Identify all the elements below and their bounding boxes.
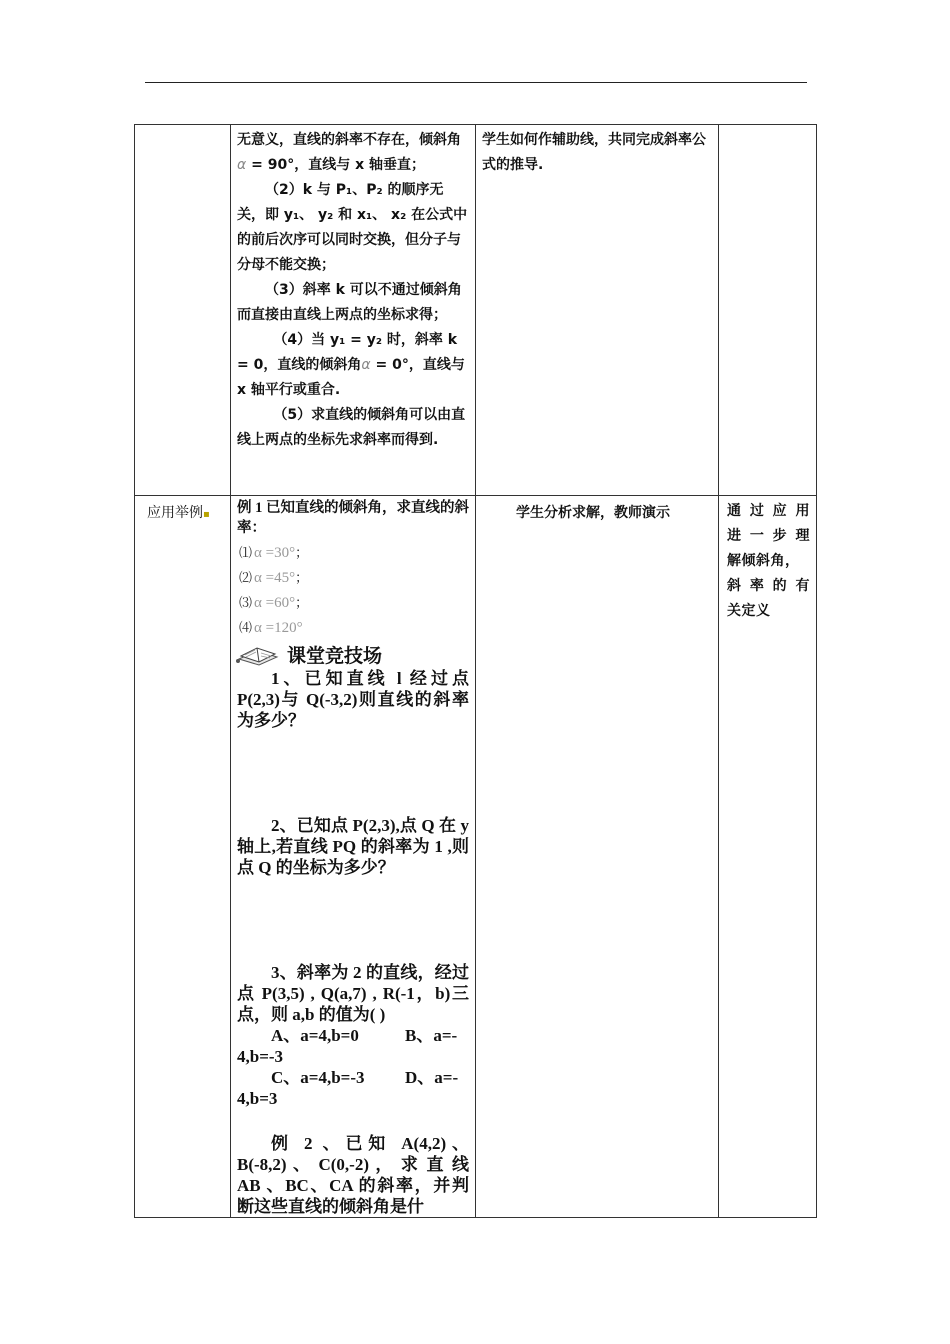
student-activity-text: 学生分析求解，教师演示 xyxy=(516,505,670,521)
option-row: C、a=4,b=-3 D、a=- xyxy=(271,1068,459,1087)
content-cell xyxy=(231,496,476,1218)
paragraph-point-4: （4）当 y₁ = y₂ 时，斜率 k = 0，直线的倾斜角α = 0°，直线与 x 轴平行或重合. xyxy=(237,332,465,398)
angle-list xyxy=(231,540,475,640)
paragraph-undefined-slope: 无意义，直线的斜率不存在，倾斜角α = 90°，直线与 x 轴垂直； xyxy=(237,132,461,173)
question-2: 2、已知点 P(2,3),点 Q 在 y 轴上,若直线 PQ 的斜率为 1 ,则点 Q 的坐标为多少？ xyxy=(237,816,469,877)
category-cell-empty xyxy=(135,125,231,496)
student-activity-cell xyxy=(476,125,719,496)
student-activity-cell xyxy=(476,496,719,1218)
student-activity-text: 学生如何作辅助线，共同完成斜率公式的推导. xyxy=(482,132,706,173)
question-1: 1、已知直线 l 经过点P(2,3)与 Q(-3,2)则直线的斜率为多少？ xyxy=(237,669,469,730)
purpose-cell-empty xyxy=(719,125,817,496)
anchor-mark-icon: ▪ xyxy=(203,509,210,520)
list-item: ⑴ α =30°； xyxy=(239,545,309,561)
open-book-icon xyxy=(233,641,283,667)
purpose-cell xyxy=(719,496,817,1218)
table-row xyxy=(135,496,817,1218)
category-cell xyxy=(135,496,231,1218)
content-cell xyxy=(231,125,476,496)
category-label: 应用举例 xyxy=(147,505,203,521)
list-item: ⑷ α =120° xyxy=(239,620,303,636)
list-item: ⑶ α =60°； xyxy=(239,595,309,611)
option-continuation: 4,b=3 xyxy=(237,1089,278,1108)
example-2: 例 2 、已知 A(4,2)、B(-8,2) 、 C(0,-2) ， 求 直 线 AB 、BC、CA 的斜率，并判断这些直线的倾斜角是什 xyxy=(237,1134,469,1216)
purpose-text: 通 过 应 用 进 一 步 理 解倾斜角， 斜 率 的 有 关定义 xyxy=(727,503,810,619)
example-1-title: 例 1 已知直线的倾斜角，求直线的斜率： xyxy=(237,500,469,536)
question-3: 3、斜率为 2 的直线，经过点 P(3,5) , Q(a,7) , R(-1，b)三点，则 a,b 的值为( ) xyxy=(237,963,469,1024)
paragraph-point-5: （5）求直线的倾斜角可以由直线上两点的坐标先求斜率而得到. xyxy=(237,407,466,448)
option-continuation: 4,b=-3 xyxy=(237,1047,284,1066)
header-rule xyxy=(145,82,807,83)
option-row: A、a=4,b=0 B、a=- xyxy=(271,1026,458,1045)
list-item: ⑵ α =45°； xyxy=(239,570,309,586)
table-row xyxy=(135,125,817,496)
section-heading: 课堂竞技场 xyxy=(231,640,475,668)
paragraph-point-2: （2）k 与 P₁、P₂ 的顺序无关，即 y₁、 y₂ 和 x₁、 x₂ 在公式中的前后次序可以同时交换，但分子与分母不能交换； xyxy=(237,182,468,273)
lesson-plan-table xyxy=(134,124,817,1218)
paragraph-point-3: （3）斜率 k 可以不通过倾斜角而直接由直线上两点的坐标求得； xyxy=(237,282,462,323)
